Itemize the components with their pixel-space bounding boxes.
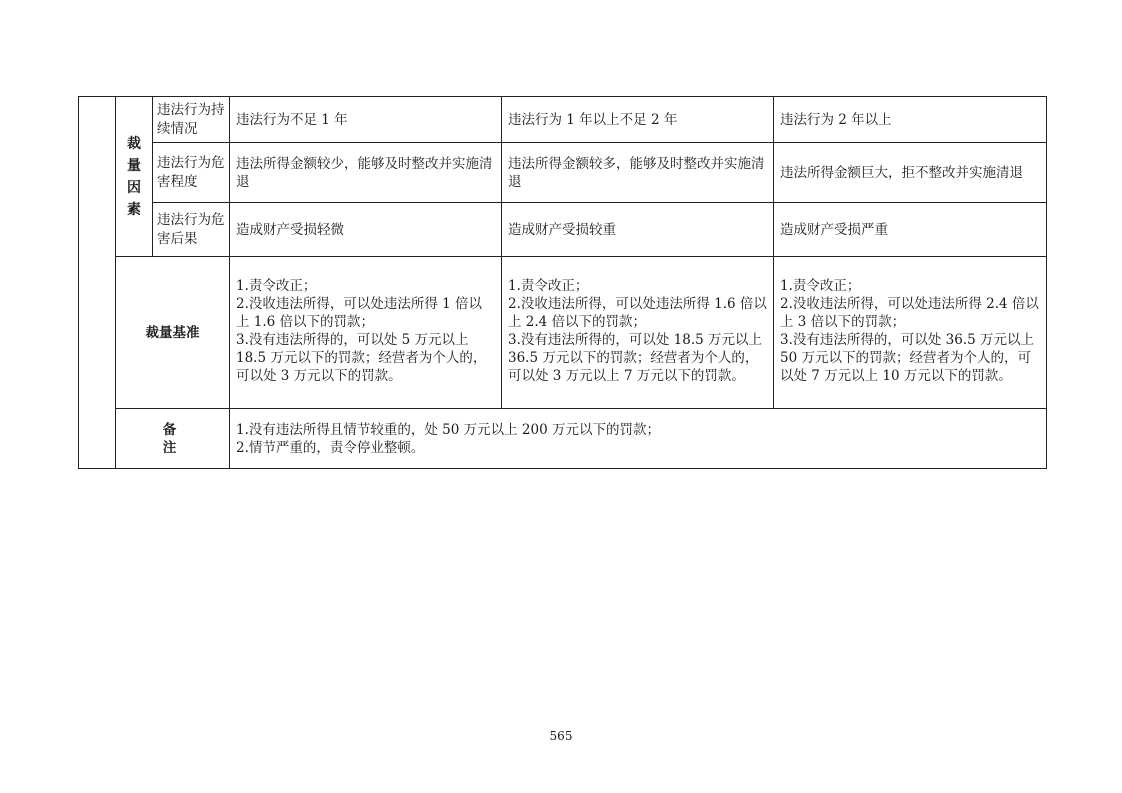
notes-row — [79, 409, 1047, 469]
standard-line: 2.没收违法所得，可以处违法所得 2.4 倍以上 3 倍以下的罚款； — [780, 296, 1039, 330]
notes-cell — [230, 409, 1047, 469]
level-cell: 违法所得金额较多，能够及时整改并实施清退 — [502, 143, 774, 203]
standard-line: 1.责令改正； — [508, 278, 589, 294]
level-cell: 违法所得金额较少，能够及时整改并实施清退 — [230, 143, 502, 203]
level-cell: 造成财产受损严重 — [774, 203, 1047, 257]
level-cell: 违法所得金额巨大，拒不整改并实施清退 — [774, 143, 1047, 203]
standard-cell-3 — [774, 257, 1047, 409]
factor-name-consequence: 违法行为危害后果 — [153, 203, 230, 257]
standard-line: 3.没有违法所得的，可以处 5 万元以上 18.5 万元以下的罚款；经营者为个人的，可以处 3 万元以下的罚款。 — [236, 332, 487, 384]
standard-line: 2.没收违法所得，可以处违法所得 1.6 倍以上 2.4 倍以下的罚款； — [508, 296, 767, 330]
note-line: 2.情节严重的，责令停业整顿。 — [236, 439, 425, 456]
notes-label: 备注 — [116, 409, 230, 469]
level-cell: 违法行为 2 年以上 — [774, 97, 1047, 143]
standard-line: 3.没有违法所得的，可以处 36.5 万元以上 50 万元以下的罚款；经营者为个人的，可以处 7 万元以上 10 万元以下的罚款。 — [780, 332, 1035, 384]
note-line: 1.没有违法所得且情节较重的，处 50 万元以上 200 万元以下的罚款； — [236, 421, 660, 438]
standard-line: 2.没收违法所得，可以处违法所得 1 倍以上 1.6 倍以下的罚款； — [236, 296, 483, 330]
standard-line: 1.责令改正； — [236, 278, 317, 294]
level-cell: 造成财产受损轻微 — [230, 203, 502, 257]
standard-line: 1.责令改正； — [780, 278, 861, 294]
standard-cell-1 — [230, 257, 502, 409]
factor-name-degree: 违法行为危害程度 — [153, 143, 230, 203]
factors-label: 裁量因素 — [127, 135, 141, 218]
factor-row-duration — [79, 97, 1047, 143]
standard-cell-2 — [502, 257, 774, 409]
level-cell: 违法行为不足 1 年 — [230, 97, 502, 143]
discretion-table — [78, 96, 1047, 469]
blank-left-column — [79, 97, 116, 469]
standard-line: 3.没有违法所得的，可以处 18.5 万元以上 36.5 万元以下的罚款；经营者为个人的，可以处 3 万元以上 7 万元以下的罚款。 — [508, 332, 763, 384]
level-cell: 造成财产受损较重 — [502, 203, 774, 257]
level-cell: 违法行为 1 年以上不足 2 年 — [502, 97, 774, 143]
standard-label: 裁量基准 — [116, 257, 230, 409]
page-number: 565 — [549, 729, 573, 743]
factors-label-cell — [116, 97, 153, 257]
factor-name-duration: 违法行为持续情况 — [153, 97, 230, 143]
standard-row — [79, 257, 1047, 409]
factor-row-degree — [79, 143, 1047, 203]
factor-row-consequence — [79, 203, 1047, 257]
